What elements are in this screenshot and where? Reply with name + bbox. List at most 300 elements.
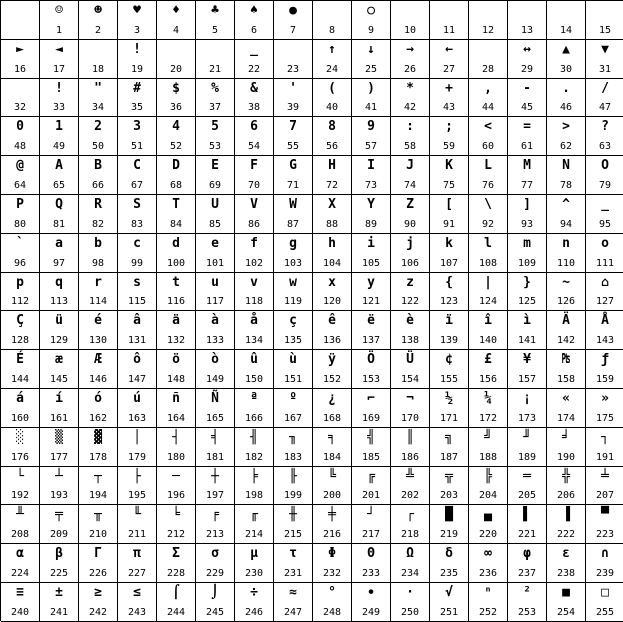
char-cell[interactable] (118, 195, 157, 234)
char-cell[interactable] (586, 583, 623, 622)
char-cell[interactable] (469, 234, 508, 273)
char-cell[interactable] (1, 505, 40, 544)
char-cell[interactable] (1, 544, 40, 583)
char-cell[interactable] (469, 350, 508, 389)
char-cell[interactable] (196, 156, 235, 195)
char-cell[interactable] (157, 79, 196, 118)
char-code: 11 (442, 24, 456, 36)
char-cell[interactable] (430, 428, 469, 467)
char-code: 203 (439, 490, 459, 502)
char-cell[interactable] (547, 234, 586, 273)
char-cell[interactable] (391, 311, 430, 350)
char-cell[interactable] (274, 389, 313, 428)
char-cell[interactable] (40, 40, 79, 79)
char-cell[interactable] (508, 467, 547, 506)
char-cell[interactable] (118, 389, 157, 428)
char-cell[interactable] (118, 234, 157, 273)
char-cell[interactable] (352, 79, 391, 118)
char-glyph: A (55, 158, 63, 174)
char-cell[interactable] (469, 40, 508, 79)
char-cell[interactable] (274, 273, 313, 312)
char-cell[interactable] (391, 273, 430, 312)
char-cell[interactable] (430, 273, 469, 312)
char-cell[interactable] (352, 195, 391, 234)
char-cell[interactable] (157, 311, 196, 350)
char-cell[interactable] (274, 40, 313, 79)
char-cell[interactable] (430, 350, 469, 389)
char-cell[interactable] (157, 195, 196, 234)
char-cell[interactable] (118, 505, 157, 544)
char-code: 71 (286, 179, 300, 191)
char-cell[interactable] (586, 389, 623, 428)
char-cell[interactable] (1, 311, 40, 350)
char-cell[interactable] (586, 505, 623, 544)
char-cell[interactable] (391, 195, 430, 234)
char-cell[interactable] (547, 544, 586, 583)
char-cell[interactable] (118, 40, 157, 79)
char-cell[interactable] (196, 40, 235, 79)
char-code: 43 (442, 102, 456, 114)
char-cell[interactable] (352, 117, 391, 156)
char-cell[interactable] (235, 1, 274, 40)
char-cell[interactable] (40, 350, 79, 389)
char-cell[interactable] (196, 195, 235, 234)
char-cell[interactable] (235, 389, 274, 428)
char-cell[interactable] (352, 311, 391, 350)
char-cell[interactable] (391, 583, 430, 622)
char-cell[interactable] (274, 350, 313, 389)
char-cell[interactable] (196, 428, 235, 467)
char-glyph: £ (484, 352, 492, 368)
char-glyph: █ (445, 507, 453, 523)
char-cell[interactable] (586, 467, 623, 506)
char-cell[interactable] (196, 117, 235, 156)
char-cell[interactable] (508, 1, 547, 40)
char-cell[interactable] (79, 428, 118, 467)
char-cell[interactable] (469, 544, 508, 583)
char-code: 110 (556, 257, 576, 269)
char-cell[interactable] (235, 195, 274, 234)
char-glyph: ┬ (94, 468, 102, 484)
char-cell[interactable] (1, 583, 40, 622)
char-cell[interactable] (157, 583, 196, 622)
char-cell[interactable] (586, 156, 623, 195)
char-glyph: 4 (172, 119, 180, 135)
char-cell[interactable] (79, 467, 118, 506)
char-cell[interactable] (391, 117, 430, 156)
char-cell[interactable] (586, 350, 623, 389)
char-cell[interactable] (508, 583, 547, 622)
char-cell[interactable] (508, 428, 547, 467)
char-cell[interactable] (547, 156, 586, 195)
char-cell[interactable] (196, 311, 235, 350)
char-cell[interactable] (547, 40, 586, 79)
char-cell[interactable] (157, 467, 196, 506)
char-cell[interactable] (157, 1, 196, 40)
char-cell[interactable] (235, 117, 274, 156)
char-cell[interactable] (274, 156, 313, 195)
char-cell[interactable] (274, 428, 313, 467)
char-code: 206 (556, 490, 576, 502)
char-cell[interactable] (235, 428, 274, 467)
char-code: 254 (556, 606, 576, 618)
char-cell[interactable] (1, 195, 40, 234)
char-cell[interactable] (196, 234, 235, 273)
char-cell[interactable] (469, 467, 508, 506)
char-code: 193 (49, 490, 69, 502)
char-cell[interactable] (79, 195, 118, 234)
char-cell[interactable] (79, 40, 118, 79)
char-cell[interactable] (313, 234, 352, 273)
char-cell[interactable] (235, 350, 274, 389)
char-cell[interactable] (586, 79, 623, 118)
char-cell[interactable] (157, 505, 196, 544)
char-glyph: ╘ (172, 507, 180, 523)
char-cell[interactable] (313, 195, 352, 234)
char-cell[interactable] (118, 428, 157, 467)
char-cell[interactable] (118, 117, 157, 156)
char-cell[interactable] (79, 234, 118, 273)
char-cell[interactable] (508, 311, 547, 350)
char-cell[interactable] (1, 428, 40, 467)
char-cell[interactable] (508, 389, 547, 428)
char-cell[interactable] (313, 505, 352, 544)
char-glyph: v (250, 274, 258, 290)
char-glyph: ú (133, 390, 141, 406)
char-cell[interactable] (313, 583, 352, 622)
char-cell[interactable] (1, 389, 40, 428)
char-glyph: ) (367, 80, 375, 96)
char-cell[interactable] (391, 428, 430, 467)
char-cell[interactable] (235, 311, 274, 350)
char-cell[interactable] (40, 544, 79, 583)
char-cell[interactable] (40, 428, 79, 467)
char-cell[interactable] (118, 79, 157, 118)
char-cell[interactable] (586, 1, 623, 40)
char-cell[interactable] (157, 428, 196, 467)
char-cell[interactable] (430, 1, 469, 40)
char-cell[interactable] (40, 117, 79, 156)
char-cell[interactable] (274, 311, 313, 350)
char-cell[interactable] (79, 389, 118, 428)
char-cell[interactable] (157, 117, 196, 156)
char-cell[interactable] (547, 79, 586, 118)
char-cell[interactable] (274, 1, 313, 40)
char-code: 199 (283, 490, 303, 502)
char-cell[interactable] (508, 117, 547, 156)
char-cell[interactable] (79, 273, 118, 312)
char-cell[interactable] (352, 544, 391, 583)
char-cell[interactable] (79, 156, 118, 195)
char-cell[interactable] (313, 117, 352, 156)
char-cell[interactable] (235, 544, 274, 583)
char-cell[interactable] (391, 350, 430, 389)
char-cell[interactable] (274, 234, 313, 273)
char-cell[interactable] (352, 234, 391, 273)
char-cell[interactable] (79, 583, 118, 622)
char-glyph: z (406, 274, 414, 290)
char-cell[interactable] (547, 389, 586, 428)
char-cell[interactable] (40, 1, 79, 40)
char-cell[interactable] (547, 273, 586, 312)
char-cell[interactable] (1, 234, 40, 273)
char-cell[interactable] (430, 467, 469, 506)
char-cell[interactable] (157, 350, 196, 389)
char-cell[interactable] (586, 428, 623, 467)
char-cell[interactable] (352, 350, 391, 389)
char-cell[interactable] (469, 583, 508, 622)
char-code: 201 (361, 490, 381, 502)
char-cell[interactable] (430, 40, 469, 79)
char-cell[interactable] (469, 505, 508, 544)
char-cell[interactable] (547, 1, 586, 40)
char-glyph: < (484, 119, 492, 135)
char-cell[interactable] (586, 195, 623, 234)
char-cell[interactable] (118, 156, 157, 195)
char-cell[interactable] (40, 505, 79, 544)
char-cell[interactable] (40, 156, 79, 195)
char-cell[interactable] (547, 428, 586, 467)
char-cell[interactable] (157, 544, 196, 583)
char-cell[interactable] (469, 428, 508, 467)
char-cell[interactable] (391, 79, 430, 118)
char-cell[interactable] (157, 389, 196, 428)
char-cell[interactable] (235, 583, 274, 622)
char-cell[interactable] (313, 350, 352, 389)
char-cell[interactable] (1, 1, 40, 40)
char-cell[interactable] (274, 467, 313, 506)
char-cell[interactable] (196, 389, 235, 428)
char-cell[interactable] (391, 389, 430, 428)
char-cell[interactable] (118, 350, 157, 389)
char-cell[interactable] (586, 311, 623, 350)
char-cell[interactable] (196, 79, 235, 118)
char-code: 80 (13, 218, 27, 230)
char-cell[interactable] (469, 1, 508, 40)
char-cell[interactable] (274, 79, 313, 118)
char-cell[interactable] (586, 273, 623, 312)
char-cell[interactable] (1, 40, 40, 79)
char-cell[interactable] (508, 505, 547, 544)
char-code: 13 (520, 24, 534, 36)
char-cell[interactable] (40, 311, 79, 350)
char-cell[interactable] (430, 311, 469, 350)
char-cell[interactable] (508, 40, 547, 79)
char-code: 116 (166, 296, 186, 308)
char-cell[interactable] (547, 195, 586, 234)
char-cell[interactable] (118, 1, 157, 40)
char-cell[interactable] (235, 40, 274, 79)
char-cell[interactable] (469, 195, 508, 234)
char-cell[interactable] (586, 544, 623, 583)
char-code: 189 (517, 451, 537, 463)
char-cell[interactable] (235, 79, 274, 118)
char-cell[interactable] (235, 156, 274, 195)
char-cell[interactable] (430, 505, 469, 544)
char-cell[interactable] (352, 583, 391, 622)
char-code: 36 (169, 102, 183, 114)
char-cell[interactable] (430, 117, 469, 156)
char-code: 213 (205, 529, 225, 541)
char-cell[interactable] (547, 505, 586, 544)
char-cell[interactable] (352, 467, 391, 506)
char-cell[interactable] (235, 234, 274, 273)
char-cell[interactable] (40, 195, 79, 234)
char-glyph: [ (445, 196, 453, 212)
char-cell[interactable] (430, 389, 469, 428)
char-code: 53 (208, 141, 222, 153)
char-cell[interactable] (1, 79, 40, 118)
char-cell[interactable] (118, 544, 157, 583)
char-cell[interactable] (274, 583, 313, 622)
char-cell[interactable] (235, 467, 274, 506)
char-cell[interactable] (196, 467, 235, 506)
char-cell[interactable] (508, 156, 547, 195)
char-glyph: ▒ (55, 429, 63, 445)
char-cell[interactable] (469, 389, 508, 428)
char-cell[interactable] (352, 273, 391, 312)
char-cell[interactable] (157, 273, 196, 312)
char-cell[interactable] (1, 467, 40, 506)
char-cell[interactable] (508, 273, 547, 312)
char-cell[interactable] (313, 79, 352, 118)
char-cell[interactable] (274, 195, 313, 234)
char-cell[interactable] (352, 428, 391, 467)
char-cell[interactable] (196, 505, 235, 544)
char-cell[interactable] (391, 1, 430, 40)
char-cell[interactable] (313, 544, 352, 583)
char-cell[interactable] (79, 79, 118, 118)
char-cell[interactable] (79, 1, 118, 40)
char-code: 246 (244, 606, 264, 618)
char-cell[interactable] (79, 505, 118, 544)
char-code: 50 (91, 141, 105, 153)
char-cell[interactable] (547, 467, 586, 506)
char-cell[interactable] (469, 311, 508, 350)
char-cell[interactable] (430, 544, 469, 583)
char-cell[interactable] (391, 234, 430, 273)
char-code: 107 (439, 257, 459, 269)
char-cell[interactable] (1, 350, 40, 389)
char-cell[interactable] (118, 273, 157, 312)
char-cell[interactable] (391, 505, 430, 544)
char-cell[interactable] (313, 311, 352, 350)
char-cell[interactable] (547, 350, 586, 389)
char-cell[interactable] (352, 1, 391, 40)
char-cell[interactable] (40, 389, 79, 428)
char-code: 118 (244, 296, 264, 308)
char-code: 21 (208, 63, 222, 75)
char-cell[interactable] (508, 350, 547, 389)
char-glyph: δ (445, 546, 453, 562)
char-glyph: φ (523, 546, 531, 562)
char-cell[interactable] (313, 273, 352, 312)
char-code: 205 (517, 490, 537, 502)
char-cell[interactable] (586, 117, 623, 156)
char-cell[interactable] (391, 40, 430, 79)
char-cell[interactable] (547, 117, 586, 156)
char-cell[interactable] (40, 583, 79, 622)
char-cell[interactable] (118, 467, 157, 506)
char-cell[interactable] (313, 156, 352, 195)
char-cell[interactable] (391, 544, 430, 583)
char-cell[interactable] (469, 273, 508, 312)
char-cell[interactable] (391, 156, 430, 195)
char-cell[interactable] (196, 1, 235, 40)
char-cell[interactable] (508, 544, 547, 583)
char-cell[interactable] (79, 117, 118, 156)
char-cell[interactable] (274, 505, 313, 544)
char-cell[interactable] (40, 79, 79, 118)
char-cell[interactable] (547, 311, 586, 350)
char-cell[interactable] (430, 156, 469, 195)
char-cell[interactable] (40, 273, 79, 312)
char-cell[interactable] (547, 583, 586, 622)
char-cell[interactable] (313, 1, 352, 40)
char-code: 73 (364, 179, 378, 191)
char-cell[interactable] (586, 234, 623, 273)
char-code: 250 (400, 606, 420, 618)
char-cell[interactable] (1, 117, 40, 156)
char-cell[interactable] (508, 79, 547, 118)
char-cell[interactable] (313, 389, 352, 428)
char-cell[interactable] (352, 40, 391, 79)
char-cell[interactable] (274, 117, 313, 156)
char-cell[interactable] (157, 40, 196, 79)
char-cell[interactable] (157, 156, 196, 195)
char-cell[interactable] (469, 156, 508, 195)
char-cell[interactable] (430, 583, 469, 622)
char-cell[interactable] (79, 350, 118, 389)
char-cell[interactable] (430, 195, 469, 234)
char-cell[interactable] (79, 544, 118, 583)
char-cell[interactable] (196, 583, 235, 622)
char-cell[interactable] (313, 467, 352, 506)
char-glyph: R (94, 196, 102, 212)
char-cell[interactable] (313, 40, 352, 79)
char-cell[interactable] (430, 234, 469, 273)
char-glyph: α (16, 546, 24, 562)
char-cell[interactable] (196, 350, 235, 389)
char-cell[interactable] (352, 389, 391, 428)
char-cell[interactable] (196, 544, 235, 583)
char-cell[interactable] (508, 195, 547, 234)
char-cell[interactable] (40, 234, 79, 273)
char-cell[interactable] (586, 40, 623, 79)
char-cell[interactable] (118, 311, 157, 350)
char-cell[interactable] (196, 273, 235, 312)
char-cell[interactable] (40, 467, 79, 506)
char-cell[interactable] (352, 505, 391, 544)
char-cell[interactable] (235, 273, 274, 312)
char-cell[interactable] (391, 467, 430, 506)
char-cell[interactable] (79, 311, 118, 350)
char-cell[interactable] (469, 117, 508, 156)
char-cell[interactable] (157, 234, 196, 273)
char-cell[interactable] (1, 273, 40, 312)
char-cell[interactable] (313, 428, 352, 467)
char-cell[interactable] (118, 583, 157, 622)
char-code: 208 (10, 529, 30, 541)
char-cell[interactable] (469, 79, 508, 118)
char-code: 7 (289, 24, 297, 36)
char-cell[interactable] (235, 505, 274, 544)
char-cell[interactable] (352, 156, 391, 195)
char-cell[interactable] (430, 79, 469, 118)
char-cell[interactable] (1, 156, 40, 195)
char-cell[interactable] (274, 544, 313, 583)
char-cell[interactable] (508, 234, 547, 273)
